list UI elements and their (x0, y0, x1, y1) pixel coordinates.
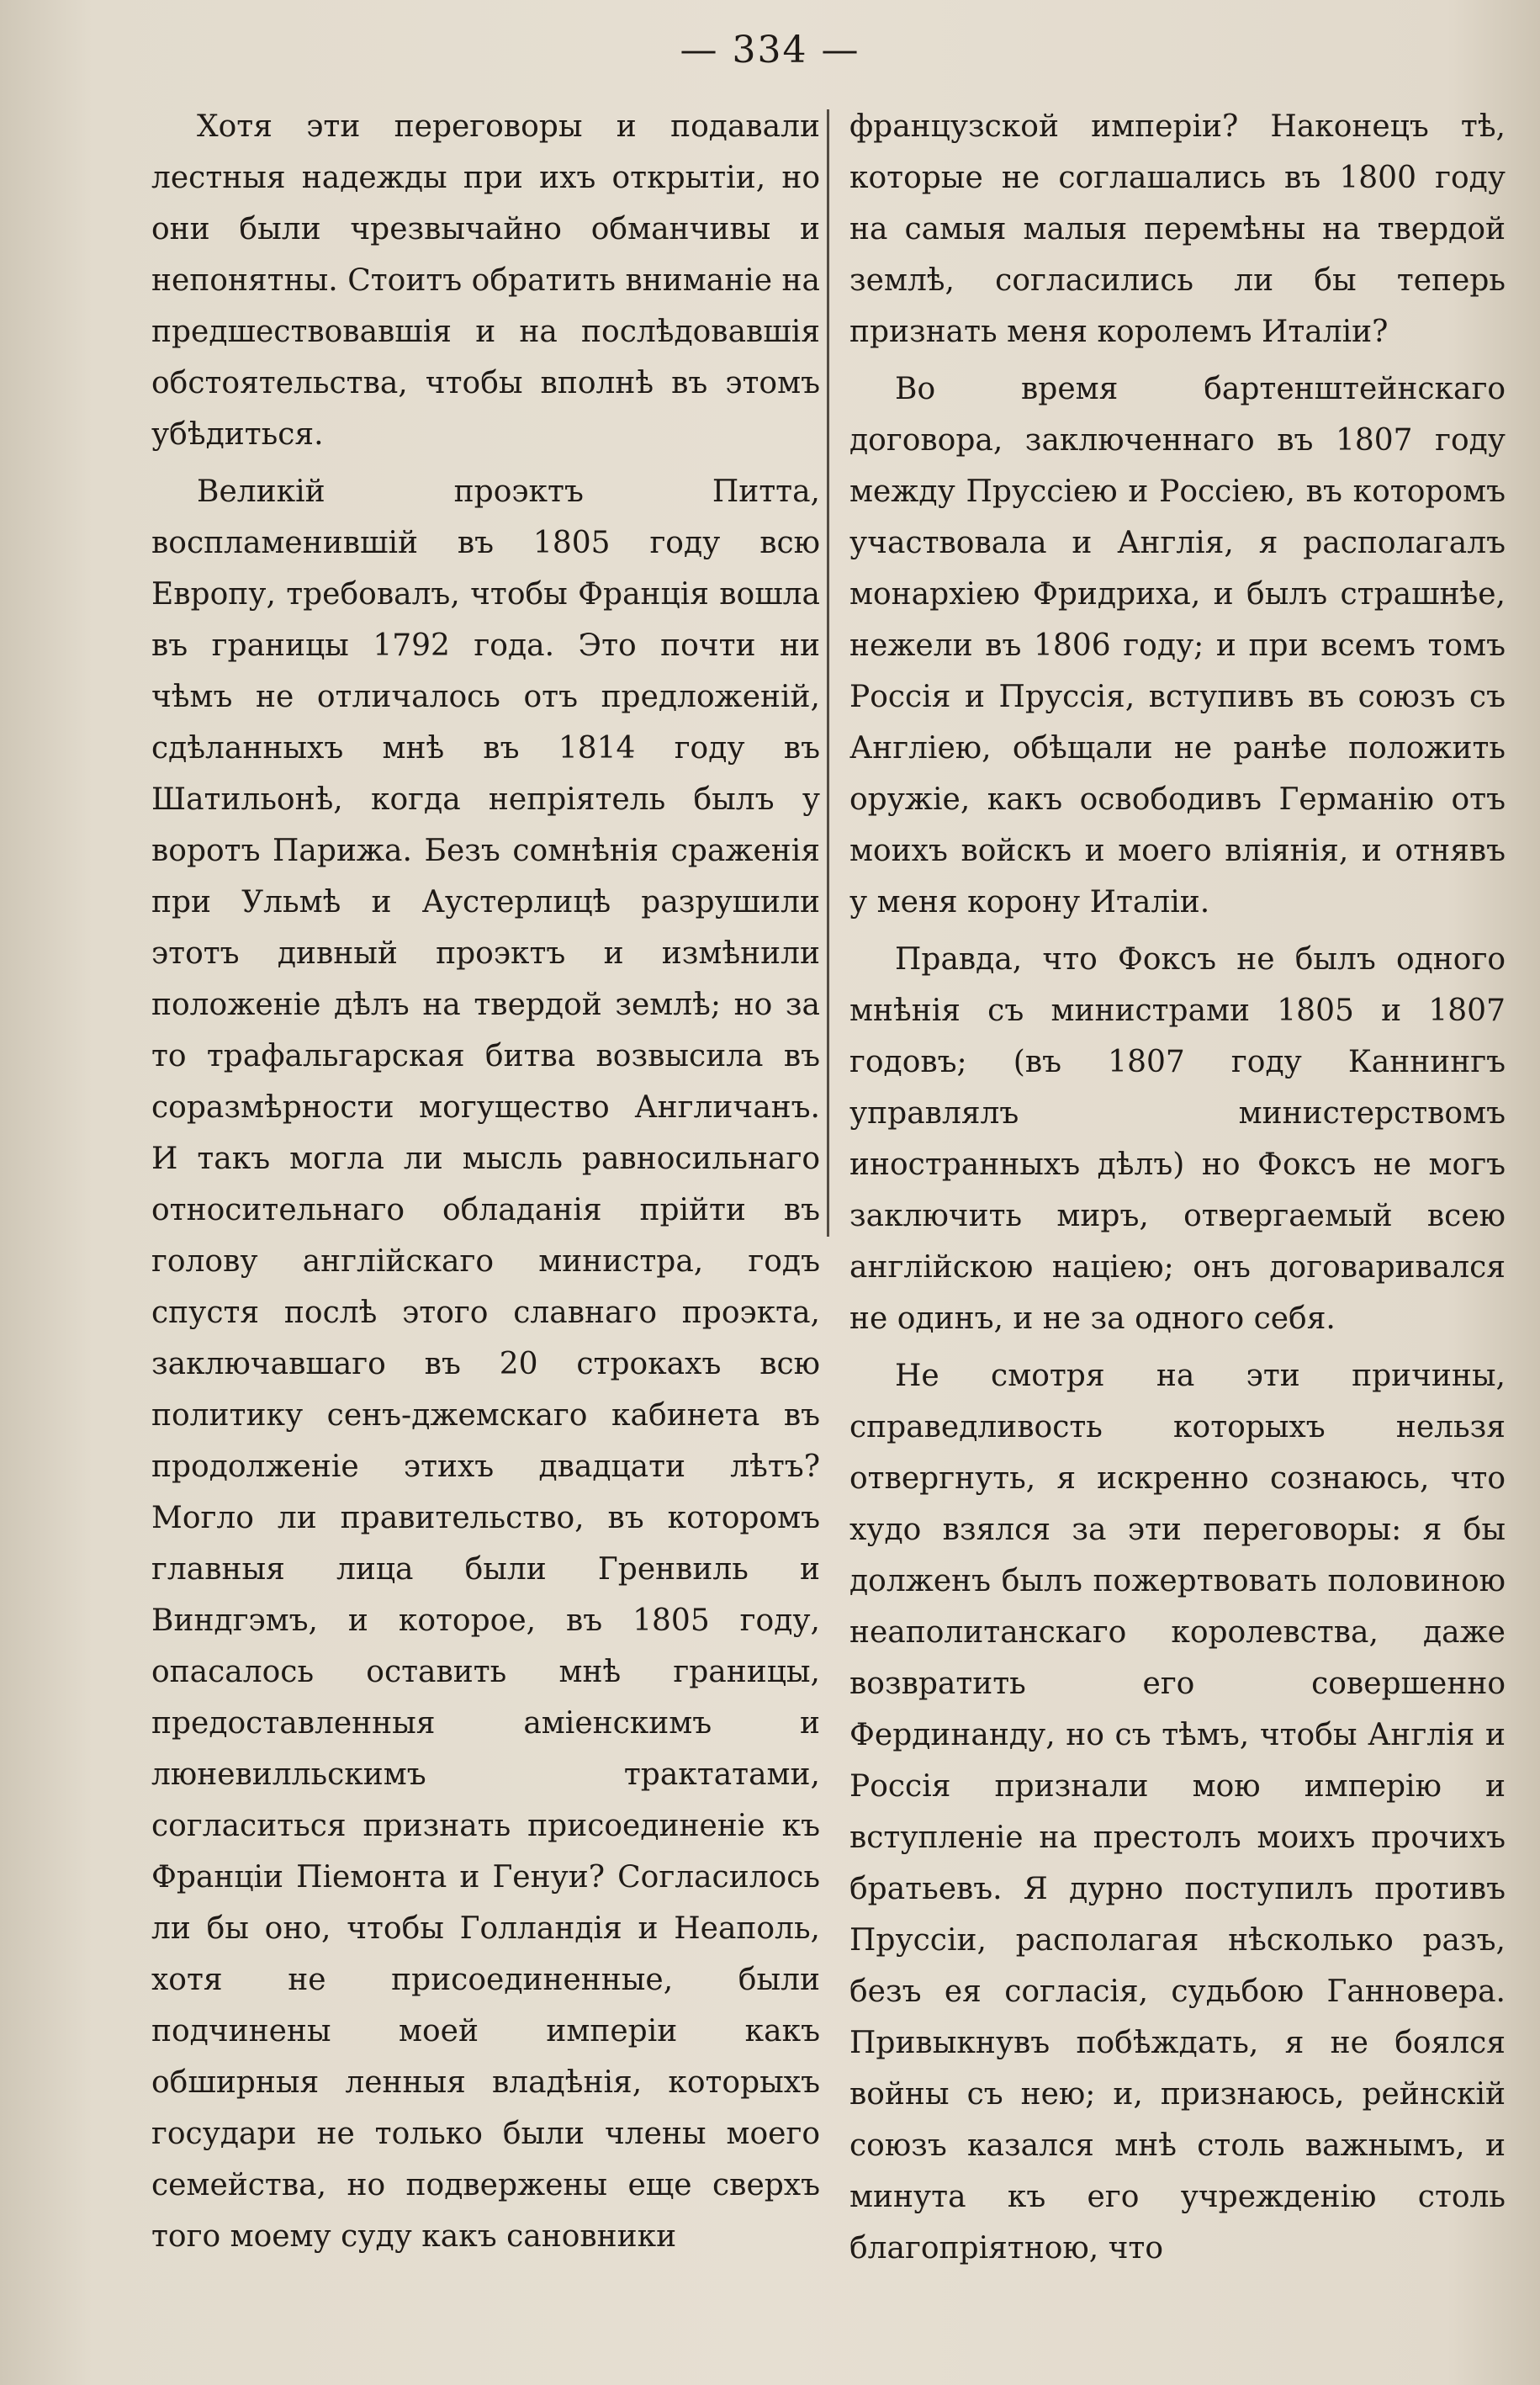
left-text-column (151, 101, 820, 2268)
right-text-column (849, 101, 1506, 2280)
paragraph: Не смотря на эти причины, справедливость которыхъ нельзя отвергнуть, я искренно сознаюсь, что худо взялся за эти переговоры: я бы долженъ былъ пожертвовать половиною неаполитанскаго королевства, даже возвратить его совершенно Фердинанду, но съ тѣмъ, чтобы Англія и Россія признали мою имперію и вступленіе на престолъ моихъ прочихъ братьевъ. Я дурно поступилъ противъ Пруссіи, располагая нѣсколько разъ, безъ ея согласія, судьбою Ганновера. Привыкнувъ побѣждать, я не боялся войны съ нею; и, признаюсь, рейнскій союзъ казался мнѣ столь важнымъ, и минута къ его учрежденію столь благопріятною, что (849, 1359, 1506, 2266)
page-number: — 334 — (680, 29, 860, 72)
paragraph: Во время бартенштейнскаго договора, заключеннаго въ 1807 году между Пруссіею и Россіею, въ которомъ участвовала и Англія, я располагалъ монархіею Фридриха, и былъ страшнѣе, нежели въ 1806 году; и при всемъ томъ Россія и Пруссія, вступивъ въ союзъ съ Англіею, обѣщали не ранѣе положить оружіе, какъ освободивъ Германію отъ моихъ войскъ и моего вліянія, и отнявъ у меня корону Италіи. (849, 372, 1506, 920)
paragraph: Правда, что Фоксъ не былъ одного мнѣнія съ министрами 1805 и 1807 годовъ; (въ 1807 году Каннингъ управлялъ министерствомъ иностранныхъ дѣлъ) но Фоксъ не могъ заключить миръ, отвергаемый всею англійскою націею; онъ договаривался не одинъ, и не за одного себя. (849, 942, 1506, 1336)
paragraph-continued: французской имперіи? Наконецъ тѣ, которые не соглашались въ 1800 году на самыя малыя перемѣны на твердой землѣ, согласились ли бы теперь признать меня королемъ Италіи? (849, 109, 1506, 349)
paragraph: Хотя эти переговоры и подавали лестныя надежды при ихъ открытіи, но они были чрезвычайно обманчивы и непонятны. Стоитъ обратить вниманіе на предшествовавшія и на послѣдовавшія обстоятельства, чтобы вполнѣ въ этомъ убѣдиться. (151, 109, 820, 452)
paragraph: Великій проэктъ Питта, воспламенившій въ 1805 году всю Европу, требовалъ, чтобы Франція вошла въ границы 1792 года. Это почти ни чѣмъ не отличалось отъ предложеній, сдѣланныхъ мнѣ въ 1814 году въ Шатильонѣ, когда непріятель былъ у воротъ Парижа. Безъ сомнѣнія сраженія при Ульмѣ и Аустерлицѣ разрушили этотъ дивный проэктъ и измѣнили положеніе дѣлъ на твердой землѣ; но за то трафальгарская битва возвысила въ соразмѣрности могущество Англичанъ. И такъ могла ли мысль равносильнаго относительнаго обладанія прійти въ голову англійскаго министра, годъ спустя послѣ этого славнаго проэкта, заключавшаго въ 20 строкахъ всю политику сенъ-джемскаго кабинета въ продолженіе этихъ двадцати лѣтъ? Могло ли правительство, въ которомъ главныя лица были Гренвиль и Виндгэмъ, и которое, въ 1805 году, опасалось оставить мнѣ границы, предоставленныя аміенскимъ и люневилльскимъ трактатами, согласиться признать присоединеніе къ Франціи Піемонта и Генуи? Согласилось ли бы оно, чтобы Голландія и Неаполь, хотя не присоединенные, были подчинены моей имперіи какъ обширныя ленныя владѣнія, которыхъ государи не только были члены моего семейства, но подвержены еще сверхъ того моему суду какъ сановники (151, 474, 820, 2254)
column-divider (827, 109, 829, 1237)
